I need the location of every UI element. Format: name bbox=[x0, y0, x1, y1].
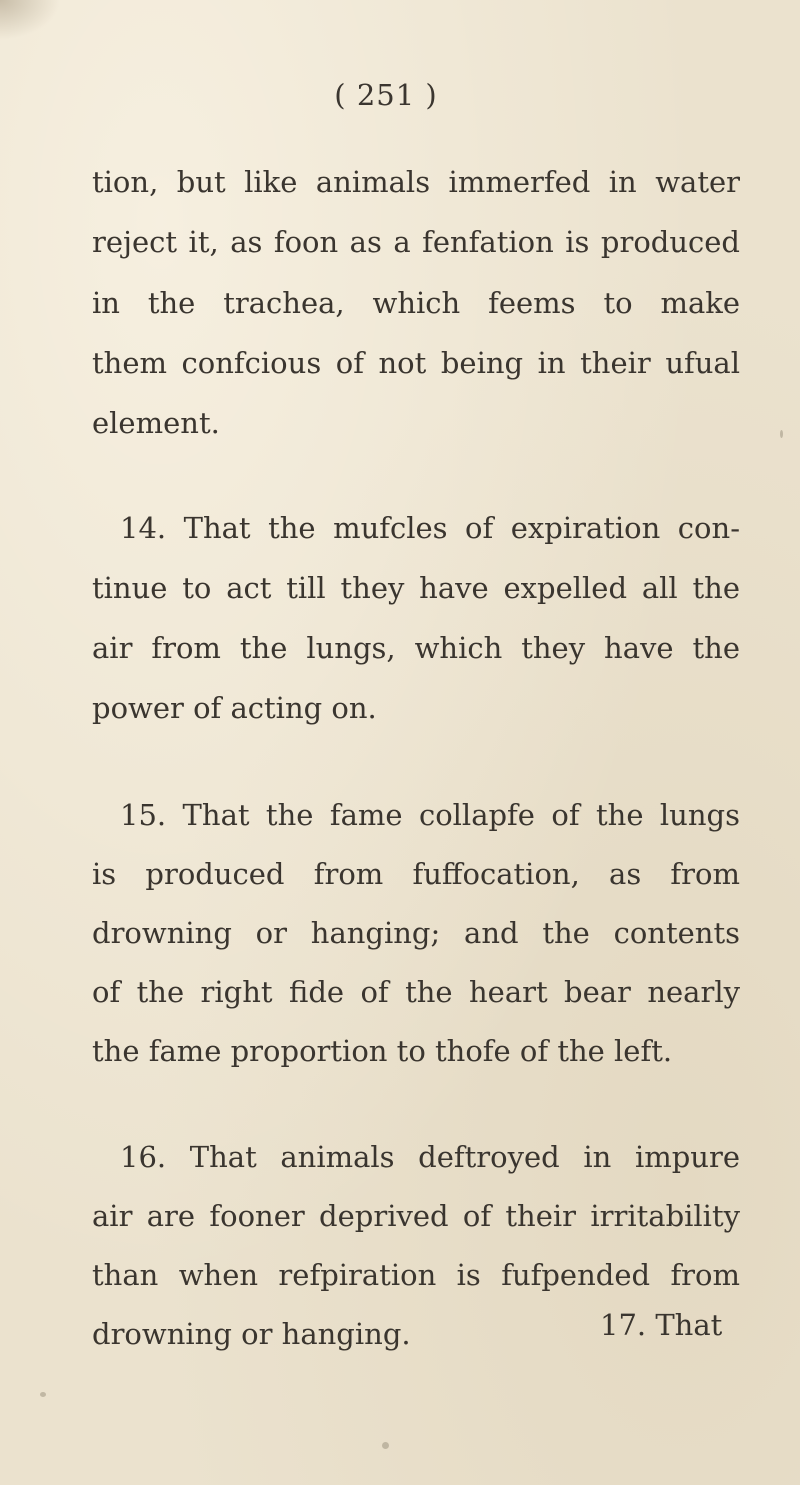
text-line: than when refpiration is fufpended from bbox=[92, 1258, 740, 1292]
text-line: 16. That animals deftroyed in impure bbox=[120, 1140, 740, 1174]
text-line: of the right fide of the heart bear nearly bbox=[92, 975, 740, 1009]
text-line: is produced from fuffocation, as from bbox=[92, 857, 740, 891]
text-line: drowning or hanging; and the contents bbox=[92, 916, 740, 950]
paper-speck bbox=[780, 430, 783, 438]
page-number: ( 251 ) bbox=[334, 78, 438, 112]
text-line: air are fooner deprived of their irritability bbox=[92, 1199, 740, 1233]
page-corner-shadow bbox=[0, 0, 60, 40]
text-line: air from the lungs, which they have the bbox=[92, 631, 740, 665]
paper-speck bbox=[382, 1442, 389, 1449]
text-line: them confcious of not being in their ufual bbox=[92, 346, 740, 380]
text-line: drowning or hanging. bbox=[92, 1317, 411, 1351]
catchword: 17. That bbox=[600, 1308, 723, 1342]
text-line: 15. That the fame collapfe of the lungs bbox=[120, 798, 740, 832]
text-line: the fame proportion to thofe of the left. bbox=[92, 1034, 673, 1068]
text-line: power of acting on. bbox=[92, 691, 377, 725]
text-line: reject it, as foon as a fenfation is produced bbox=[92, 225, 740, 259]
text-line: element. bbox=[92, 406, 220, 440]
text-line: tinue to act till they have expelled all the bbox=[92, 571, 740, 605]
text-line: 14. That the mufcles of expiration con- bbox=[120, 511, 740, 545]
paper-speck bbox=[40, 1392, 46, 1397]
text-line: tion, but like animals immerfed in water bbox=[92, 165, 740, 199]
text-line: in the trachea, which feems to make bbox=[92, 286, 740, 320]
